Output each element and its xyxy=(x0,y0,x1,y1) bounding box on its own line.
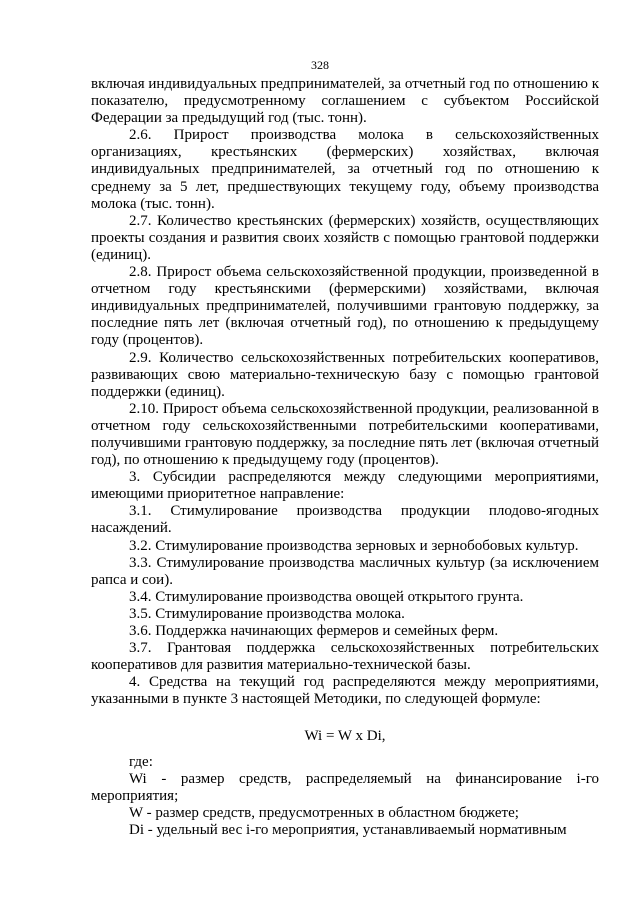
paragraph-3-7: 3.7. Грантовая поддержка сельскохозяйственных потребительских кооперативов для развития материально-технической базы. xyxy=(91,640,599,674)
where-label: где: xyxy=(129,753,153,770)
paragraph-3-6: 3.6. Поддержка начинающих фермеров и семейных ферм. xyxy=(129,623,499,639)
paragraph-continuation: включая индивидуальных предпринимателей, за отчетный год по отношению к показателю, предусмотренному соглашением с субъектом Российской Федерации за предыдущий год (тыс. тонн). xyxy=(91,76,599,127)
page-number: 328 xyxy=(311,58,329,72)
paragraph-2-7: 2.7. Количество крестьянских (фермерских) хозяйств, осуществляющих проекты создания и развития своих хозяйств с помощью грантовой поддержки (единиц). xyxy=(91,212,599,263)
paragraph-3-1: 3.1. Стимулирование производства продукции плодово-ягодных насаждений. xyxy=(91,503,599,537)
paragraph-3-5: 3.5. Стимулирование производства молока. xyxy=(129,605,405,622)
definition-di: Di - удельный вес i-го мероприятия, устанавливаемый нормативным xyxy=(129,821,567,838)
paragraph-2-6: 2.6. Прирост производства молока в сельскохозяйственных организациях, крестьянских (фермерских) хозяйствах, включая индивидуальных предпринимателей, за отчетный год по отношению к среднему за 5 лет, предшествующих текущему году, объему производства молока (тыс. тонн). xyxy=(91,127,599,212)
paragraph-2-9: 2.9. Количество сельскохозяйственных потребительских кооперативов, развивающих свою материально-техническую базу с помощью грантовой поддержки (единиц). xyxy=(91,349,599,400)
definition-wi: Wi - размер средств, распределяемый на финансирование i-го мероприятия; xyxy=(91,770,599,804)
paragraph-2-10: 2.10. Прирост объема сельскохозяйственной продукции, реализованной в отчетном году сельскохозяйственными потребительскими кооперативами, получившими грантовую поддержку, за последние пять лет (включая отчетный год), по отношению к предыдущему году (процентов). xyxy=(91,400,599,469)
paragraph-2-8: 2.8. Прирост объема сельскохозяйственной продукции, произведенной в отчетном году крестьянскими (фермерскими) хозяйствами, включая индивидуальных предпринимателей, получившими грантовую поддержку, за последние пять лет (включая отчетный год), по отношению к предыдущему году (процентов). xyxy=(91,264,599,349)
paragraph-3-2: 3.2. Стимулирование производства зерновых и зернобобовых культур. xyxy=(129,537,579,554)
formula: Wi = W x Di, xyxy=(304,728,386,745)
document-body xyxy=(91,76,599,839)
definition-w: W - размер средств, предусмотренных в областном бюджете; xyxy=(129,804,519,821)
paragraph-4: 4. Средства на текущий год распределяются между мероприятиями, указанными в пункте 3 настоящей Методики, по следующей формуле: xyxy=(91,674,599,708)
paragraph-3: 3. Субсидии распределяются между следующими мероприятиями, имеющими приоритетное направление: xyxy=(91,469,599,503)
paragraph-3-4: 3.4. Стимулирование производства овощей открытого грунта. xyxy=(129,588,524,605)
paragraph-3-3: 3.3. Стимулирование производства масличных культур (за исключением рапса и сои). xyxy=(91,554,599,588)
